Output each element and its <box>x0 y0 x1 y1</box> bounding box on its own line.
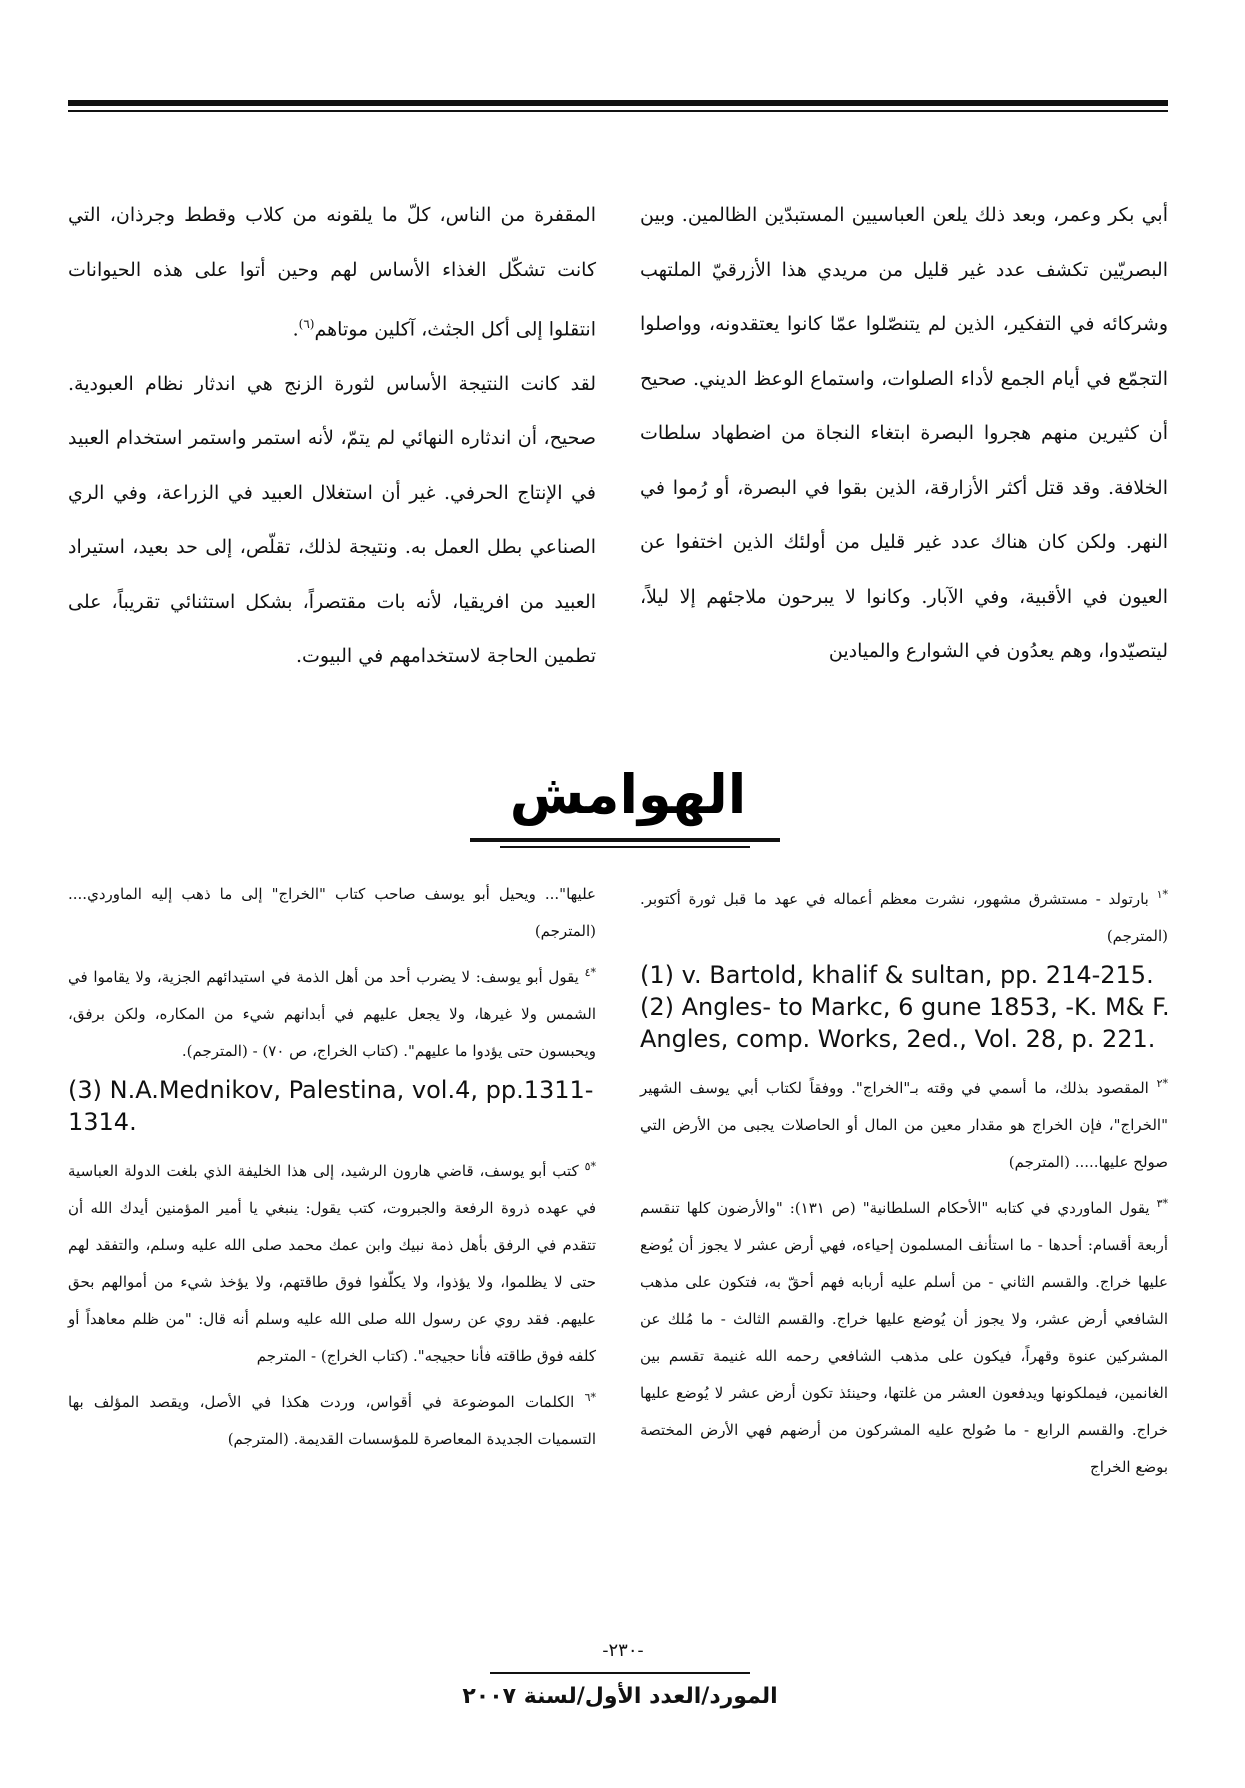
footnote <box>68 1379 596 1458</box>
footnote-continued: عليها"... ويحيل أبو يوسف صاحب كتاب "الخراج" إلى ما ذهب إليه الماوردي.... (المترجم) <box>68 885 596 940</box>
footnote-mark: *٣ <box>1156 1197 1168 1210</box>
latin-references <box>640 959 1168 1055</box>
latin-reference: (2) Angles- to Markc, 6 gune 1853, -K. M& F. <box>640 993 1170 1021</box>
footnote-mark: *٦ <box>584 1391 596 1404</box>
footnote-mark: *١ <box>1156 888 1168 901</box>
footnote <box>68 954 596 1070</box>
latin-reference: (1) v. Bartold, khalif & sultan, pp. 214-215. <box>640 961 1154 989</box>
body-paragraph-text: المقفرة من الناس، كلّ ما يلقونه من كلاب وقطط وجرذان، التي كانت تشكّل الغذاء الأساس لهم وحين أتوا على هذه الحيوانات انتقلوا إلى أكل الجثث، آكلين موتاهم <box>68 204 596 341</box>
top-rule-thin <box>68 110 1168 112</box>
body-column-right <box>640 188 1168 679</box>
footer-rule <box>490 1672 750 1674</box>
reference-mark: (٦) <box>298 317 315 331</box>
footnotes-heading: الهوامش <box>509 763 747 826</box>
latin-reference: Angles, comp. Works, 2ed., Vol. 28, p. 221. <box>640 1025 1156 1053</box>
top-rule <box>68 100 1168 106</box>
footnote-text: المقصود بذلك، ما أسمي في وقته بـ"الخراج". ووفقاً لكتاب أبي يوسف الشهير "الخراج"، فإن الخراج هو مقدار معين من المال أو الحاصلات يجبى من الأرض التي صولح عليها..... (المترجم) <box>640 1079 1168 1171</box>
footnote-mark: *٤ <box>584 966 596 979</box>
footnote-mark: *٥ <box>584 1160 596 1173</box>
latin-reference: 1314. <box>68 1108 137 1136</box>
body-paragraph: أبي بكر وعمر، وبعد ذلك يلعن العباسيين المستبدّين الظالمين. وبين البصريّين تكشف عدد غير قليل من مريدي هذا الأزرقيّ الملتهب وشركائه في التفكير، الذين لم يتنصّلوا عمّا كانوا يعتقدونه، وواصلوا التجمّع في أيام الجمع لأداء الصلوات، واستماع الوعظ الديني. صحيح أن كثيرين منهم هجروا البصرة ابتغاء النجاة من اضطهاد سلطات الخلافة. وقد قتل أكثر الأزارقة، الذين بقوا في البصرة، أو رُموا في النهر. ولكن كان هناك عدد غير قليل من أولئك الذين اختفوا عن العيون في الأقبية، وفي الآبار. وكانوا لا يبرحون ملاجئهم إلا ليلاً، ليتصيّدوا، وهم يعدُون في الشوارع والميادين <box>640 204 1168 662</box>
body-paragraph: لقد كانت النتيجة الأساس لثورة الزنج هي اندثار نظام العبودية. صحيح، أن اندثاره النهائي لم يتمّ، لأنه استمر واستمر استخدام العبيد في الإنتاج الحرفي. غير أن استغلال العبيد في الزراعة، وفي الري الصناعي بطل العمل به. ونتيجة لذلك، تقلّص، إلى حد بعيد، استيراد العبيد من افريقيا، لأنه بات مقتصراً، بشكل استثنائي تقريباً، على تطمين الحاجة لاستخدامهم في البيوت. <box>68 372 596 668</box>
footnote <box>640 1185 1168 1486</box>
latin-reference: (3) N.A.Mednikov, Palestina, vol.4, pp.1311- <box>68 1076 594 1104</box>
footnote-text: الكلمات الموضوعة في أقواس، وردت هكذا في الأصل، ويقصد المؤلف بها التسميات الجديدة المعاصرة للمؤسسات القديمة. (المترجم) <box>68 1393 596 1448</box>
body-paragraph: المقفرة من الناس، كلّ ما يلقونه من كلاب وقطط وجرذان، التي كانت تشكّل الغذاء الأساس لهم وحين أتوا على هذه الحيوانات انتقلوا إلى أكل الجثث، آكلين موتاهم$^{(٦)}$. <box>68 204 596 341</box>
heading-underline <box>470 838 780 842</box>
footnote <box>68 1148 596 1375</box>
footnotes-column-left <box>68 876 596 1462</box>
footnote <box>640 876 1168 955</box>
body-column-left <box>68 188 596 684</box>
footnotes-column-right <box>640 876 1168 1490</box>
journal-citation: المورد/العدد الأول/لسنة ٢٠٠٧ <box>462 1684 778 1709</box>
page-number: -٢٣٠- <box>602 1640 644 1661</box>
footnote-text: يقول أبو يوسف: لا يضرب أحد من أهل الذمة في استيدائهم الجزية، ولا يقاموا في الشمس ولا غيرها، ولا يجعل عليهم في أبدانهم شيء من المكاره، ولكن برفق، ويحبسون حتى يؤدوا ما عليهم". (كتاب الخراج، ص ٧٠) - (المترجم). <box>68 968 596 1060</box>
heading-underline-thin <box>500 846 750 848</box>
footnote-mark: *٢ <box>1156 1077 1168 1090</box>
footnote-text: يقول الماوردي في كتابه "الأحكام السلطانية" (ص ١٣١): "والأرضون كلها تنقسم أربعة أقسام: أحدها - ما استأنف المسلمون إحياءه، فهي أرض عشر لا يجوز أن يُوضع عليها خراج. والقسم الثاني - من أسلم عليه أربابه فهم أحقّ به، فتكون على مذهب الشافعي أرض عشر، ولا يجوز أن يُوضع عليها خراج. والقسم الثالث - ما مُلك عن المشركين عنوة وقهراً، فيكون على مذهب الشافعي رحمه الله غنيمة تقسم بين الغانمين، فيملكونها ويدفعون العشر من غلتها، وحينئذ تكون أرض عشر لا يُوضع عليها خراج. والقسم الرابع - ما صُولح عليه المشركون من أرضهم فهي الأرض المختصة بوضع الخراج <box>640 1199 1168 1476</box>
footnote-text: كتب أبو يوسف، قاضي هارون الرشيد، إلى هذا الخليفة الذي بلغت الدولة العباسية في عهده ذروة الرفعة والجبروت، كتب يقول: ينبغي يا أمير المؤمنين أيدك الله أن تتقدم في الرفق بأهل ذمة نبيك وابن عمك محمد صلى الله عليه وسلم، والتفقد لهم حتى لا يظلموا، ولا يؤذوا، ولا يكلّفوا فوق طاقتهم، ولا يؤخذ شيء من أموالهم بحق عليهم. فقد روي عن رسول الله صلى الله عليه وسلم أنه قال: "من ظلم معاهداً أو كلفه فوق طاقته فأنا حجيجه". (كتاب الخراج) - المترجم <box>68 1162 596 1365</box>
latin-references <box>68 1074 596 1138</box>
footnote <box>640 1065 1168 1181</box>
footnote-text: بارتولد - مستشرق مشهور، نشرت معظم أعماله في عهد ما قبل ثورة أكتوبر. (المترجم) <box>640 890 1168 945</box>
